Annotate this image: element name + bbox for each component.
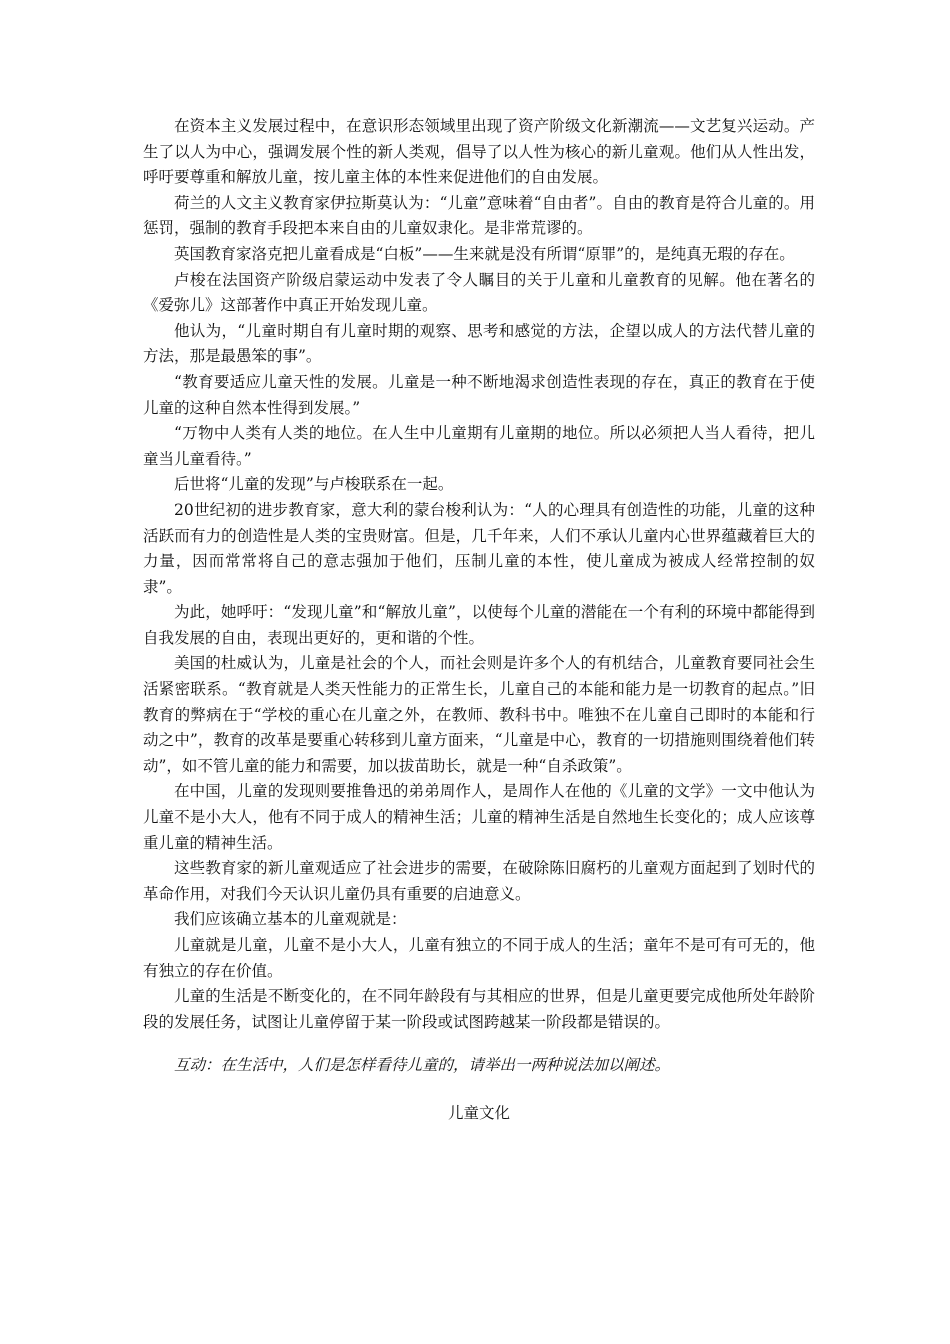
paragraph-basic-view-2: 儿童的生活是不断变化的，在不同年龄段有与其相应的世界，但是儿童更要完成他所处年龄阶段的发展任务，试图让儿童停留于某一阶段或试图跨越某一阶段都是错误的。 <box>143 987 815 1031</box>
interaction-prompt: 互动：在生活中，人们是怎样看待儿童的，请举出一两种说法加以阐述。 <box>174 1056 671 1075</box>
section-title: 儿童文化 <box>447 1103 510 1122</box>
paragraph-dewey: 美国的杜威认为，儿童是社会的个人，而社会则是许多个人的有机结合，儿童教育要同社会生活紧密联系。“教育就是人类天性能力的正常生长，儿童自己的本能和能力是一切教育的起点。”旧教育的弊病在于“学校的重心在儿童之外，在教师、教科书中。唯独不在儿童自己即时的本能和行动之中”，教育的改革是要重心转移到儿童方面来，“儿童是中心，教育的一切措施则围绕着他们转动”，如不管儿童的能力和需要，加以拔苗助长，就是一种“自杀政策”。 <box>143 654 815 775</box>
paragraph-significance: 这些教育家的新儿童观适应了社会进步的需要，在破除陈旧腐朽的儿童观方面起到了划时代的革命作用，对我们今天认识儿童仍具有重要的启迪意义。 <box>143 859 815 903</box>
paragraph-renaissance: 在资本主义发展过程中，在意识形态领域里出现了资产阶级文化新潮流——文艺复兴运动。产生了以人为中心，强调发展个性的新人类观，倡导了以人性为核心的新儿童观。他们从人性出发，呼吁要尊重和解放儿童，按儿童主体的本性来促进他们的自由发展。 <box>143 117 815 187</box>
paragraph-erasmus: 荷兰的人文主义教育家伊拉斯莫认为：“儿童”意味着“自由者”。自由的教育是符合儿童的。用惩罚，强制的教育手段把本来自由的儿童奴隶化。是非常荒谬的。 <box>143 193 815 238</box>
paragraph-rousseau-view: 他认为，“儿童时期自有儿童时期的观察、思考和感觉的方法，企望以成人的方法代替儿童的方法，那是最愚笨的事”。 <box>143 321 815 366</box>
paragraph-montessori: 20世纪初的进步教育家，意大利的蒙台梭利认为：“人的心理具有创造性的功能，儿童的这种活跃而有力的创造性是人类的宝贵财富。但是，几千年来，人们不承认儿童内心世界蕴藏着巨大的力量，因而常常将自己的意志强加于他们，压制儿童的本性，使儿童成为被成人经常控制的奴隶”。 <box>143 500 815 596</box>
paragraph-basic-view-intro: 我们应该确立基本的儿童观就是： <box>174 910 407 929</box>
paragraph-locke: 英国教育家洛克把儿童看成是“白板”——生来就是没有所谓“原罪”的，是纯真无瑕的存在。 <box>174 244 795 263</box>
paragraph-zhou-zuoren: 在中国，儿童的发现则要推鲁迅的弟弟周作人，是周作人在他的《儿童的文学》一文中他认为儿童不是小大人，他有不同于成人的精神生活；儿童的精神生活是自然地生长变化的；成人应该尊重儿童的精神生活。 <box>143 782 815 852</box>
paragraph-discovery: 后世将“儿童的发现”与卢梭联系在一起。 <box>174 475 454 494</box>
document-page <box>143 114 815 1127</box>
paragraph-montessori-call: 为此，她呼吁：“发现儿童”和“解放儿童”，以使每个儿童的潜能在一个有利的环境中都能得到自我发展的自由，表现出更好的，更和谐的个性。 <box>143 603 815 647</box>
paragraph-basic-view-1: 儿童就是儿童，儿童不是小大人，儿童有独立的不同于成人的生活；童年不是可有可无的，他有独立的存在价值。 <box>143 936 815 980</box>
paragraph-rousseau-quote-1: “教育要适应儿童天性的发展。儿童是一种不断地渴求创造性表现的存在，真正的教育在于使儿童的这种自然本性得到发展。” <box>143 372 815 417</box>
paragraph-rousseau: 卢梭在法国资产阶级启蒙运动中发表了令人瞩目的关于儿童和儿童教育的见解。他在著名的《爱弥儿》这部著作中真正开始发现儿童。 <box>143 270 815 315</box>
paragraph-rousseau-quote-2: “万物中人类有人类的地位。在人生中儿童期有儿童期的地位。所以必须把人当人看待，把儿童当儿童看待。” <box>143 424 815 468</box>
